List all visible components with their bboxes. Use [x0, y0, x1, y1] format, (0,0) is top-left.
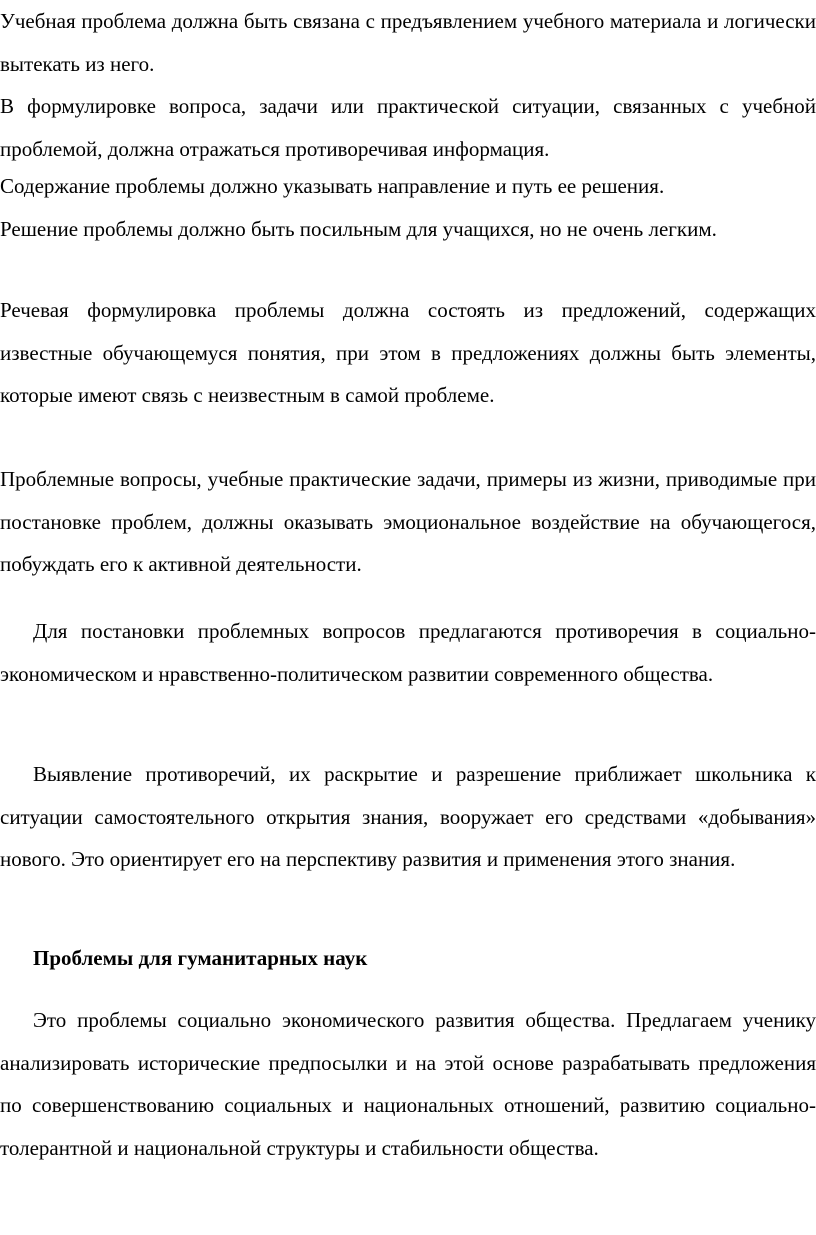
list-item-2: В формулировке вопроса, задачи или практической ситуации, связанных с учебной проблемой, должна отражаться противоречивая информация. — [0, 94, 816, 161]
list-item-3: Содержание проблемы должно указывать направление и путь ее решения. — [0, 174, 665, 198]
list-item-4: Решение проблемы должно быть посильным для учащихся, но не очень легким. — [0, 217, 717, 241]
list-item-1: Учебная проблема должна быть связана с предъявлением учебного материала и логически вытекать из него. — [0, 9, 816, 76]
list-item-6: Проблемные вопросы, учебные практические задачи, примеры из жизни, приводимые при постановке проблем, должны оказывать эмоциональное воздействие на обучающегося, побуждать его к активной деятельности. — [0, 467, 816, 576]
list-item-5: Речевая формулировка проблемы должна состоять из предложений, содержащих известные обучающемуся понятия, при этом в предложениях должны быть элементы, которые имеют связь с неизвестным в самой проблеме. — [0, 298, 816, 407]
section-heading: Проблемы для гуманитарных наук — [33, 946, 368, 970]
paragraph-humanities: Это проблемы социально экономического развития общества. Предлагаем ученику анализировать исторические предпосылки и на этой основе разрабатывать предложения по совершенствованию социальных и национальных отношений, развитию социально-толерантной и национальной структуры и стабильности общества. — [0, 1008, 816, 1160]
paragraph-contradictions: Для постановки проблемных вопросов предлагаются противоречия в социально-экономическом и нравственно-политическом развитии современного общества. — [0, 619, 816, 686]
paragraph-identification: Выявление противоречий, их раскрытие и разрешение приближает школьника к ситуации самостоятельного открытия знания, вооружает его средствами «добывания» нового. Это ориентирует его на перспективу развития и применения этого знания. — [0, 762, 816, 871]
